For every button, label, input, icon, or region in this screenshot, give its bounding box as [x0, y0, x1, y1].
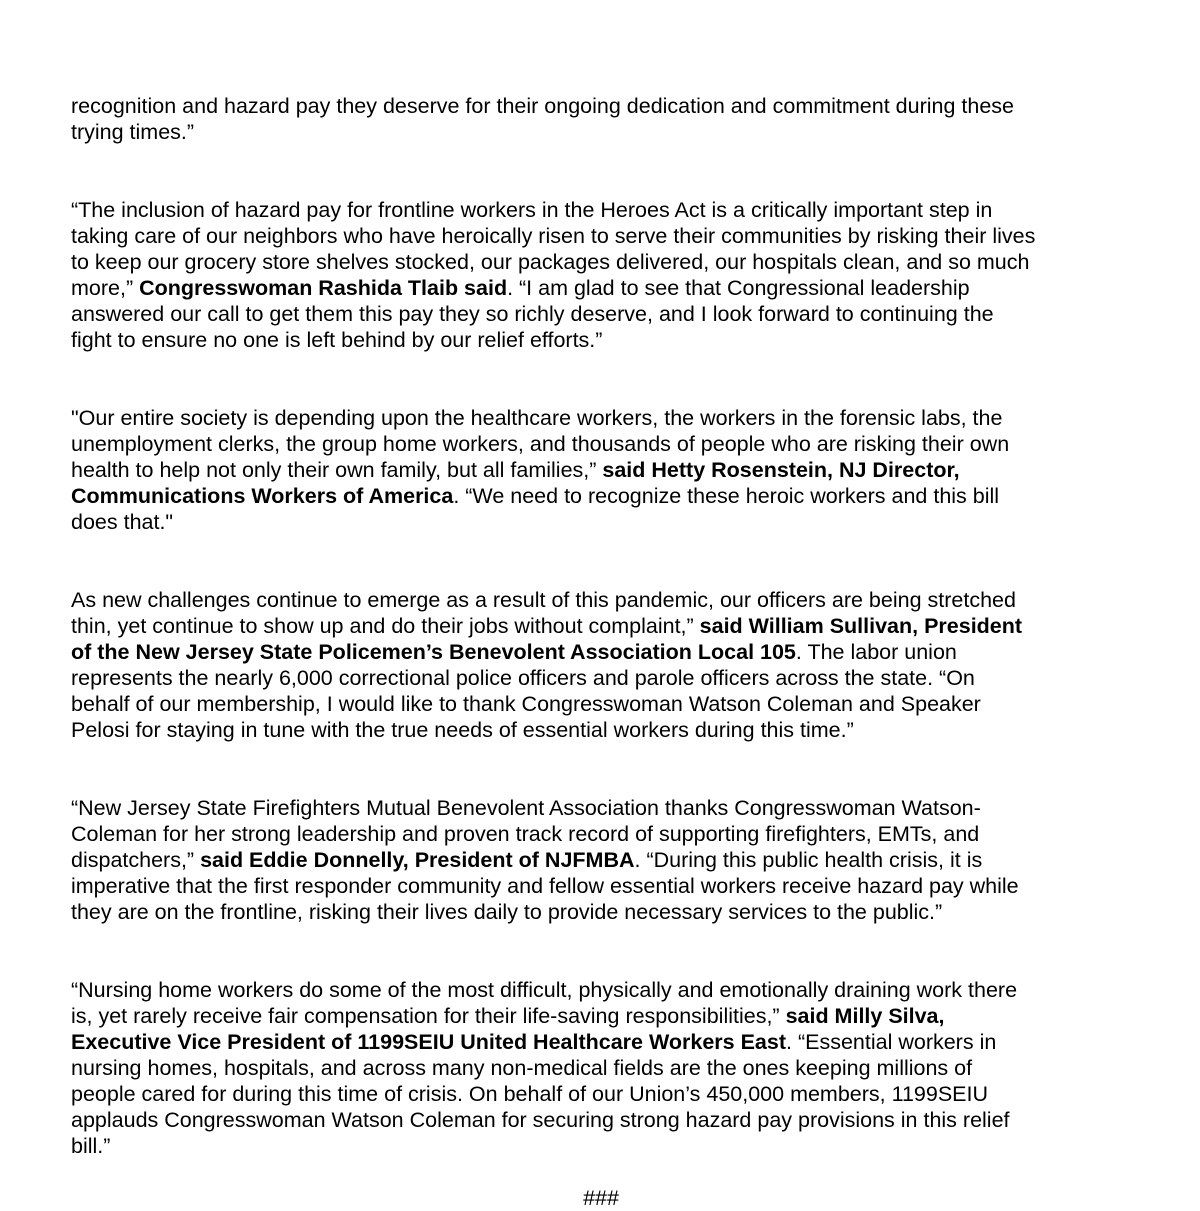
speaker-attribution: said Hetty Rosenstein, NJ Director, Communications Workers of America [71, 458, 960, 508]
quote-text: . “During this public health crisis, it is imperative that the first responder community and fellow essential workers receive hazard pay while they are on the frontline, risking their lives daily to provide necessary services to the public.” [71, 848, 1019, 924]
quote-text: . The labor union represents the nearly 6,000 correctional police officers and parole officers across the state. “On behalf of our membership, I would like to thank Congresswoman Watson Coleman and Speaker Pelosi for staying in tune with the true needs of essential workers during this time.” [71, 640, 981, 742]
paragraph-sullivan-quote [71, 561, 1131, 743]
quote-text: . “Essential workers in nursing homes, hospitals, and across many non-medical fields are the ones keeping millions of people cared for during this time of crisis. On behalf of our Union’s 450,000 members, 1199SEIU applauds Congresswoman Watson Coleman for securing strong hazard pay provisions in this relief bill.” [71, 1030, 1010, 1158]
paragraph-donnelly-quote [71, 769, 1131, 925]
paragraph-tlaib-quote [71, 171, 1131, 353]
paragraph-closing-quote [71, 67, 1131, 145]
quote-text: “Nursing home workers do some of the most difficult, physically and emotionally draining work there is, yet rarely receive fair compensation for their life-saving responsibilities,” [71, 978, 1018, 1028]
quote-text: “New Jersey State Firefighters Mutual Benevolent Association thanks Congresswoman Watson- Coleman for her strong leadership and proven track record of supporting firefighters, EMTs, and dispatchers,” [71, 796, 981, 872]
quote-text: . “We need to recognize these heroic workers and this bill does that." [71, 484, 1000, 534]
press-release-body [71, 67, 1131, 1211]
end-of-release-mark: ### [583, 1186, 619, 1210]
speaker-attribution: Congresswoman Rashida Tlaib said [139, 276, 508, 300]
quote-text: . “I am glad to see that Congressional leadership answered our call to get them this pay they so richly deserve, and I look forward to continuing the fight to ensure no one is left behind by our relief efforts.” [71, 276, 994, 352]
quote-text: As new challenges continue to emerge as a result of this pandemic, our officers are being stretched thin, yet continue to show up and do their jobs without complaint,” [71, 588, 1016, 638]
speaker-attribution: said Milly Silva, Executive Vice President of 1199SEIU United Healthcare Workers East [71, 1004, 945, 1054]
paragraph-rosenstein-quote [71, 379, 1131, 535]
speaker-attribution: said Eddie Donnelly, President of NJFMBA [200, 848, 635, 872]
paragraph-silva-quote [71, 951, 1131, 1159]
paragraph-text: recognition and hazard pay they deserve for their ongoing dedication and commitment during these trying times.” [71, 94, 1014, 144]
speaker-attribution: said William Sullivan, President of the New Jersey State Policemen’s Benevolent Association Local 105 [71, 614, 1023, 664]
quote-text: "Our entire society is depending upon the healthcare workers, the workers in the forensic labs, the unemployment clerks, the group home workers, and thousands of people who are risking their own health to help not only their own family, but all families,” [71, 406, 1010, 482]
quote-text: “The inclusion of hazard pay for frontline workers in the Heroes Act is a critically important step in taking care of our neighbors who have heroically risen to serve their communities by risking their lives to keep our grocery store shelves stocked, our packages delivered, our hospitals clean, and so much more,” [71, 198, 1036, 300]
